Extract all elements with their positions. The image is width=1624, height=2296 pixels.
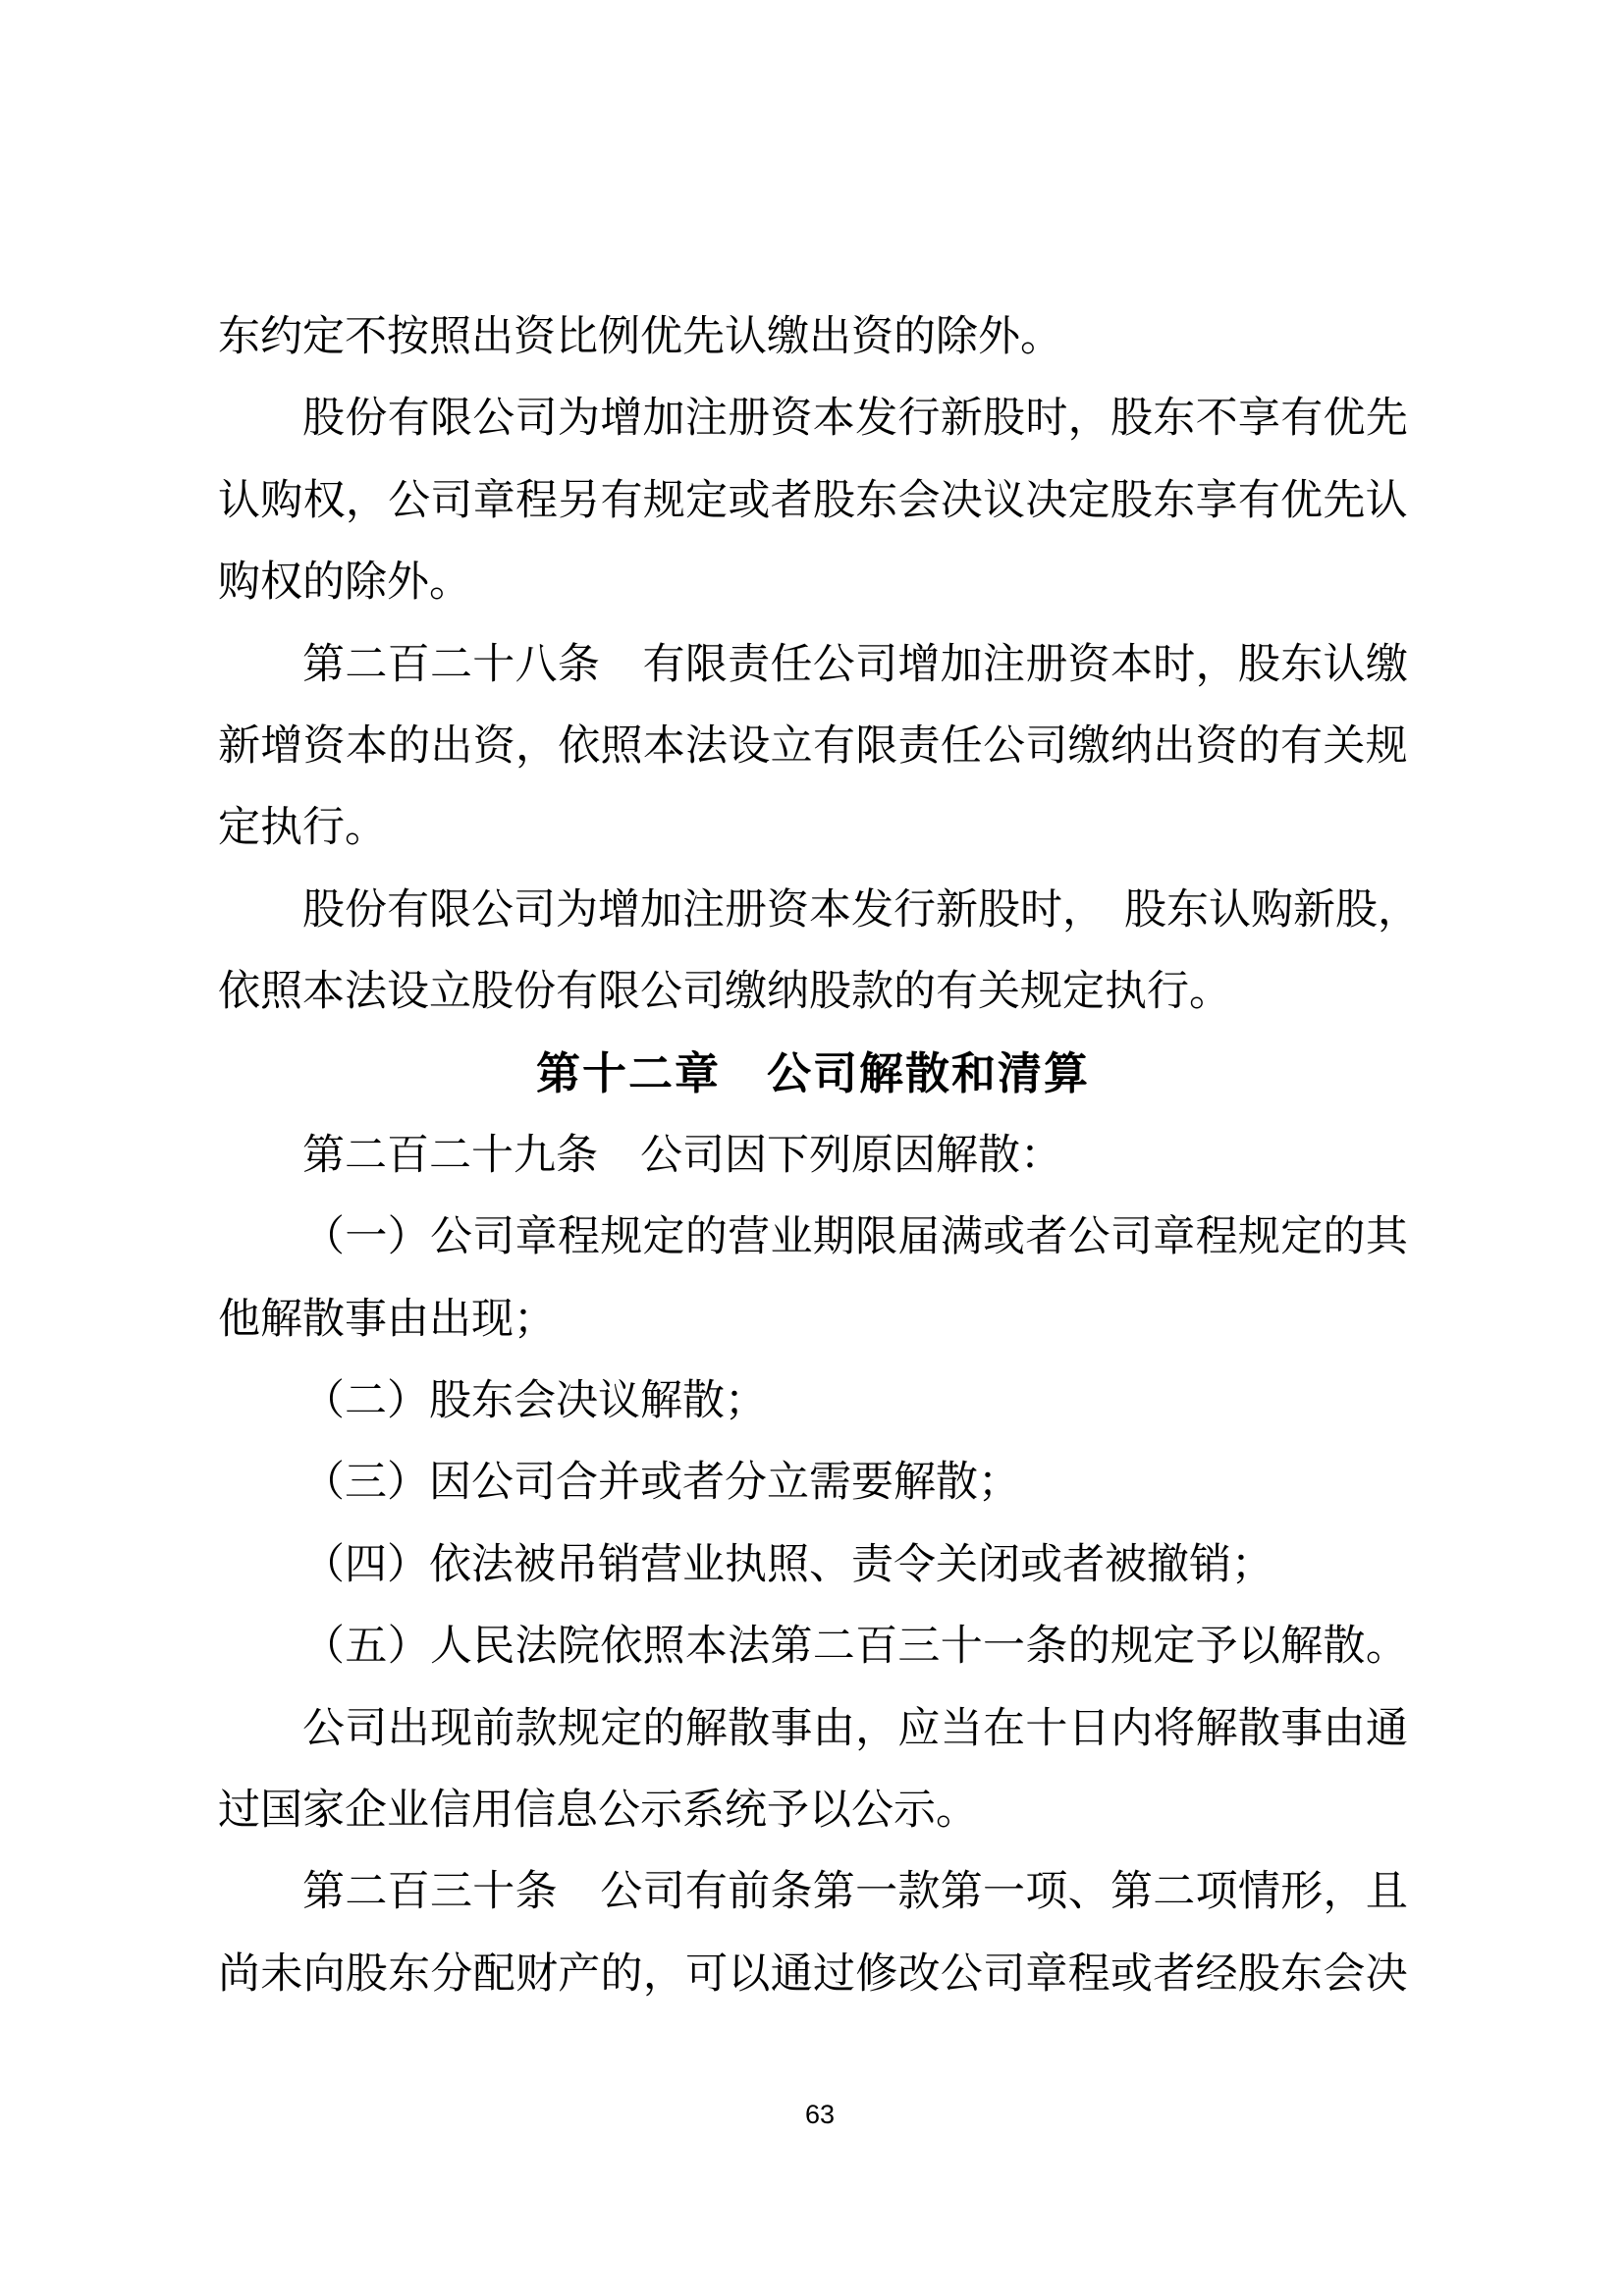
text-line: 新 增 资 本 的 出 资 ， 依 照 本 法 设 立 有 限 责 任 公 司 缴 纳 出 资 的 有 关 规	[218, 722, 1408, 770]
text-line: 定执行。	[218, 805, 387, 852]
text-line: 他解散事由出现；	[218, 1296, 556, 1343]
text-line: 依照本法设立股份有限公司缴纳股款的有关规定执行。	[218, 969, 1231, 1016]
text-line: 第二百二十九条 公司因下列原因解散：	[302, 1132, 1062, 1179]
text-line: 第 二 百 三 十 条 公 司 有 前 条 第 一 款 第 一 项 、 第 二 项 情 形 ， 且	[302, 1869, 1408, 1916]
text-line: （四）依法被吊销营业执照、责令关闭或者被撤销；	[302, 1541, 1273, 1588]
text-line: （ 五 ） 人 民 法 院 依 照 本 法 第 二 百 三 十 一 条 的 规 定 予 以 解 散 。	[302, 1624, 1408, 1671]
text-line: 公 司 出 现 前 款 规 定 的 解 散 事 由 ， 应 当 在 十 日 内 将 解 散 事 由 通	[302, 1705, 1408, 1752]
chapter-heading: 第十二章 公司解散和清算	[535, 1048, 1090, 1098]
text-line: 购权的除外。	[218, 560, 471, 607]
text-line: 第 二 百 二 十 八 条 有 限 责 任 公 司 增 加 注 册 资 本 时 ， 股 东 认 缴	[302, 641, 1408, 688]
text-line: 股 份 有 限 公 司 为 增 加 注 册 资 本 发 行 新 股 时 ， 股 东 不 享 有 优 先	[302, 396, 1408, 443]
text-line: 股 份 有 限 公 司 为 增 加 注 册 资 本 发 行 新 股 时 ， 股 东 认 购 新 股 ，	[302, 886, 1420, 934]
text-line: （三）因公司合并或者分立需要解散；	[302, 1460, 1020, 1507]
text-line: 过国家企业信用信息公示系统予以公示。	[218, 1788, 978, 1835]
text-lines	[218, 296, 1420, 2015]
text-line: （ 一 ） 公 司 章 程 规 定 的 营 业 期 限 届 满 或 者 公 司 章 程 规 定 的 其	[302, 1214, 1408, 1261]
text-line: 东约定不按照出资比例优先认缴出资的除外。	[218, 314, 1062, 360]
text-line: 尚 未 向 股 东 分 配 财 产 的 ， 可 以 通 过 修 改 公 司 章 程 或 者 经 股 东 会 决	[218, 1950, 1408, 1998]
document-body	[218, 296, 1420, 2015]
text-line: （二）股东会决议解散；	[302, 1378, 767, 1425]
text-line: 认 购 权 ， 公 司 章 程 另 有 规 定 或 者 股 东 会 决 议 决 定 股 东 享 有 优 先 认	[218, 477, 1408, 524]
page-number: 63	[804, 2100, 836, 2129]
